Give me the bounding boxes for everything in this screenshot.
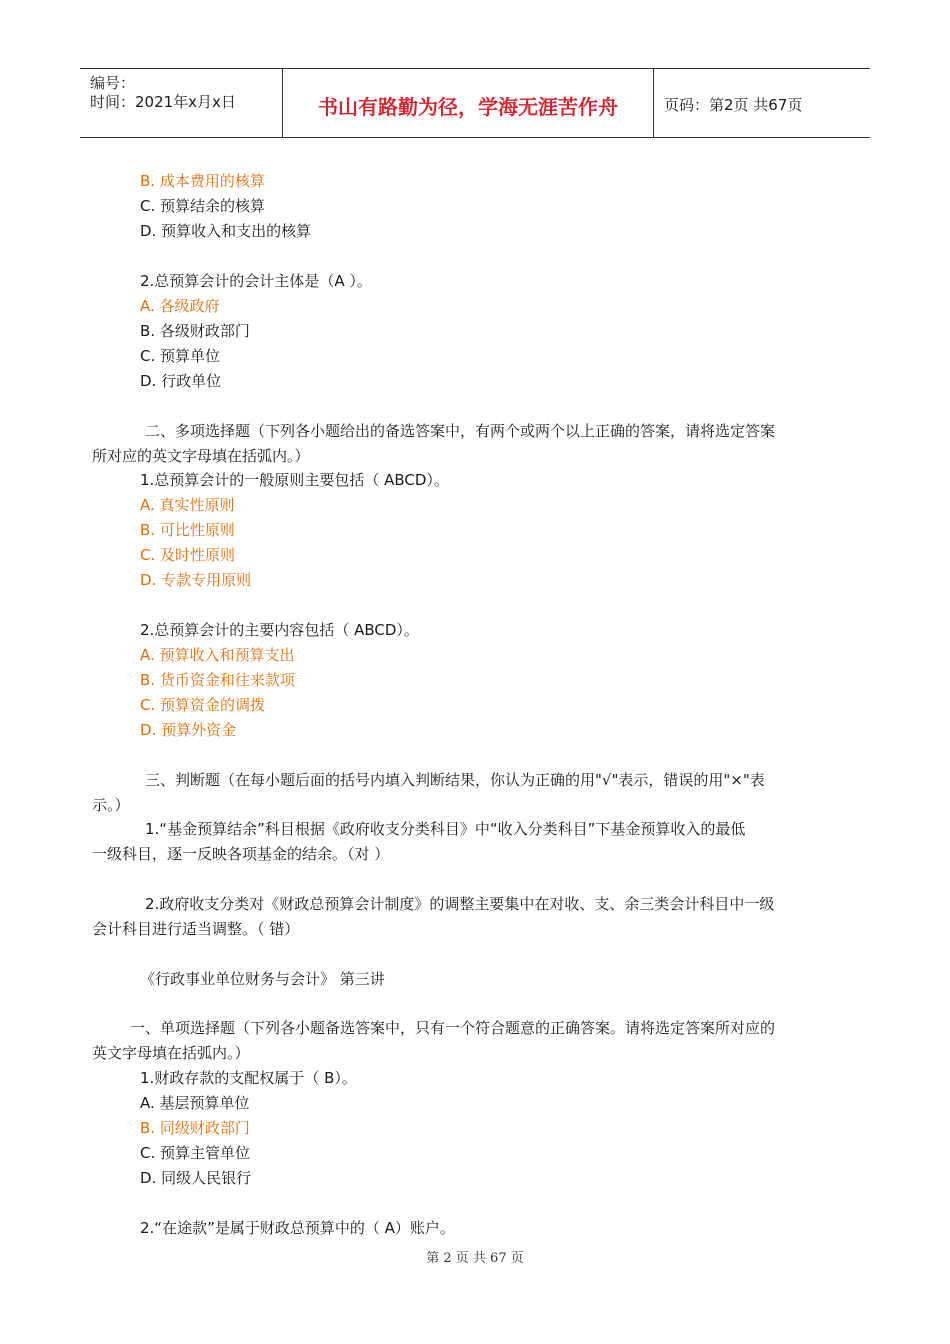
question-line: 2.“在途款”是属于财政总预算中的（ A）账户。 — [140, 1219, 455, 1237]
section-heading: 二、多项选择题（下列各小题给出的备选答案中，有两个或两个以上正确的答案，请将选定答案 — [145, 422, 776, 440]
section-heading-cont: 示。） — [92, 796, 130, 814]
question-line: 1.财政存款的支配权属于（ B）。 — [140, 1069, 357, 1087]
page-number-label: 页码：第2页 共67页 — [664, 96, 803, 114]
header-left-cell — [80, 69, 283, 137]
option-line: D. 预算外资金 — [140, 721, 237, 739]
option-line: B. 同级财政部门 — [140, 1119, 250, 1137]
option-line: A. 基层预算单位 — [140, 1094, 250, 1112]
page-footer: 第 2 页 共 67 页 — [426, 1251, 524, 1266]
section-heading: 一、单项选择题（下列各小题备选答案中，只有一个符合题意的正确答案。请将选定答案所对应的 — [130, 1019, 776, 1037]
option-line: D. 预算收入和支出的核算 — [140, 222, 312, 240]
option-line: A. 真实性原则 — [140, 496, 235, 514]
option-line: D. 同级人民银行 — [140, 1169, 252, 1187]
section-heading: 三、判断题（在每小题后面的括号内填入判断结果，你认为正确的用"√"表示，错误的用"×"表 — [145, 771, 765, 789]
option-line: C. 预算资金的调拨 — [140, 696, 266, 714]
option-line: D. 专款专用原则 — [140, 571, 252, 589]
chapter-heading: 《行政事业单位财务与会计》 第三讲 — [140, 970, 385, 988]
time-label: 时间：2021年x月x日 — [90, 93, 236, 111]
option-line: B. 货币资金和往来款项 — [140, 671, 295, 689]
question-line: 2.总预算会计的会计主体是（A ）。 — [140, 272, 372, 290]
option-line: D. 行政单位 — [140, 372, 222, 390]
option-line: C. 预算单位 — [140, 347, 221, 365]
option-line: A. 预算收入和预算支出 — [140, 646, 295, 664]
section-heading-cont: 英文字母填在括弧内。） — [92, 1044, 250, 1062]
header-motto: 书山有路勤为径，学海无涯苦作舟 — [318, 95, 618, 119]
question-line: 2.总预算会计的主要内容包括（ ABCD）。 — [140, 621, 419, 639]
question-line: 1.“基金预算结余”科目根据《政府收支分类科目》中“收入分类科目”下基金预算收入的最低 — [145, 820, 746, 838]
question-line: 2.政府收支分类对《财政总预算会计制度》的调整主要集中在对收、支、余三类会计科目中一级 — [145, 895, 775, 913]
question-line-cont: 一级科目，逐一反映各项基金的结余。（对 ） — [92, 845, 390, 863]
question-line-cont: 会计科目进行适当调整。（ 错） — [92, 920, 300, 938]
option-line: B. 可比性原则 — [140, 521, 235, 539]
header-center-cell — [283, 69, 654, 137]
option-line: C. 及时性原则 — [140, 546, 236, 564]
page-header — [80, 68, 870, 138]
section-heading-cont: 所对应的英文字母填在括弧内。） — [92, 447, 310, 465]
option-line: B. 各级财政部门 — [140, 322, 250, 340]
option-line: A. 各级政府 — [140, 297, 220, 315]
header-right-cell — [654, 69, 870, 137]
option-line: B. 成本费用的核算 — [140, 172, 265, 190]
question-line: 1.总预算会计的一般原则主要包括（ ABCD）。 — [140, 471, 449, 489]
option-line: C. 预算主管单位 — [140, 1144, 251, 1162]
serial-number-label: 编号： — [90, 74, 136, 92]
option-line: C. 预算结余的核算 — [140, 197, 266, 215]
